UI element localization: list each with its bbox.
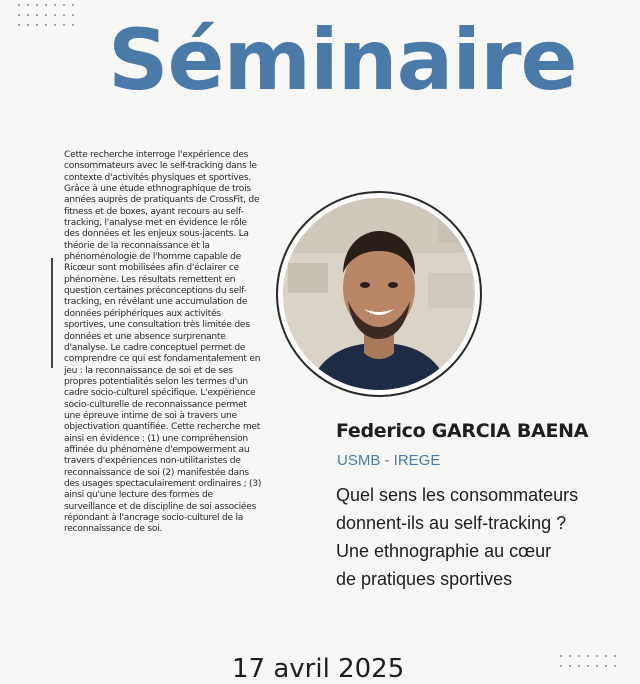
speaker-affiliation: USMB - IREGE <box>337 452 441 469</box>
speaker-portrait-image <box>278 193 480 395</box>
divider-line <box>51 258 53 368</box>
talk-title-line: Une ethnographie au cœur <box>336 541 552 561</box>
event-date: 17 avril 2025 <box>232 654 405 684</box>
speaker-photo <box>276 191 482 397</box>
talk-title <box>336 481 636 593</box>
page-title: Séminaire <box>108 11 577 109</box>
talk-title-line: Quel sens les consommateurs <box>336 485 579 505</box>
talk-title-line: donnent-ils au self-tracking ? <box>336 513 567 533</box>
abstract-text: Cette recherche interroge l'expérience des consommateurs avec le self-tracking dans le contexte d'activités physiques et sportives. Grâce à une étude ethnographique de trois années auprès de pratiquants de CrossFit, de fitness et de boxes, ayant recours au self-tracking, l'analyse met en évidence le rôle des données et les enjeux sous-jacents. La théorie de la reconnaissance et la phénoménologie de l'homme capable de Ricœur sont mobilisées afin d'éclairer ce phénomène. Les résultats remettent en question certaines préconceptions du self-tracking, en révélant une accumulation de données périphériques aux activités sportives, une consultation très limitée des données et une absence surprenante d'analyse. Le cadre conceptuel permet de comprendre ce qui est fondamentalement en jeu : la reconnaissance de soi et de ses propres potentialités selon les termes d'un cadre socio-culturel spécifique. L'expérience socio-culturelle de reconnaissance permet une épreuve intime de soi à travers une objectivation quantifiée. Cette recherche met ainsi en évidence : (1) une compréhension affinée du phénomène d'empowerment au travers d'expériences non-utilitaristes de reconnaissance de soi (2) manifestée dans des usages spectaculairement ordinaires ; (3) ainsi qu'une lecture des formes de surveillance et de discipline de soi associées répondant à l'ancrage socio-culturel de la reconnaissance de soi. <box>64 150 262 535</box>
decorative-dots-bottom-right <box>560 655 616 667</box>
decorative-dots-top-left <box>18 4 74 26</box>
speaker-name: Federico GARCIA BAENA <box>336 420 589 442</box>
talk-title-line: de pratiques sportives <box>336 569 513 589</box>
